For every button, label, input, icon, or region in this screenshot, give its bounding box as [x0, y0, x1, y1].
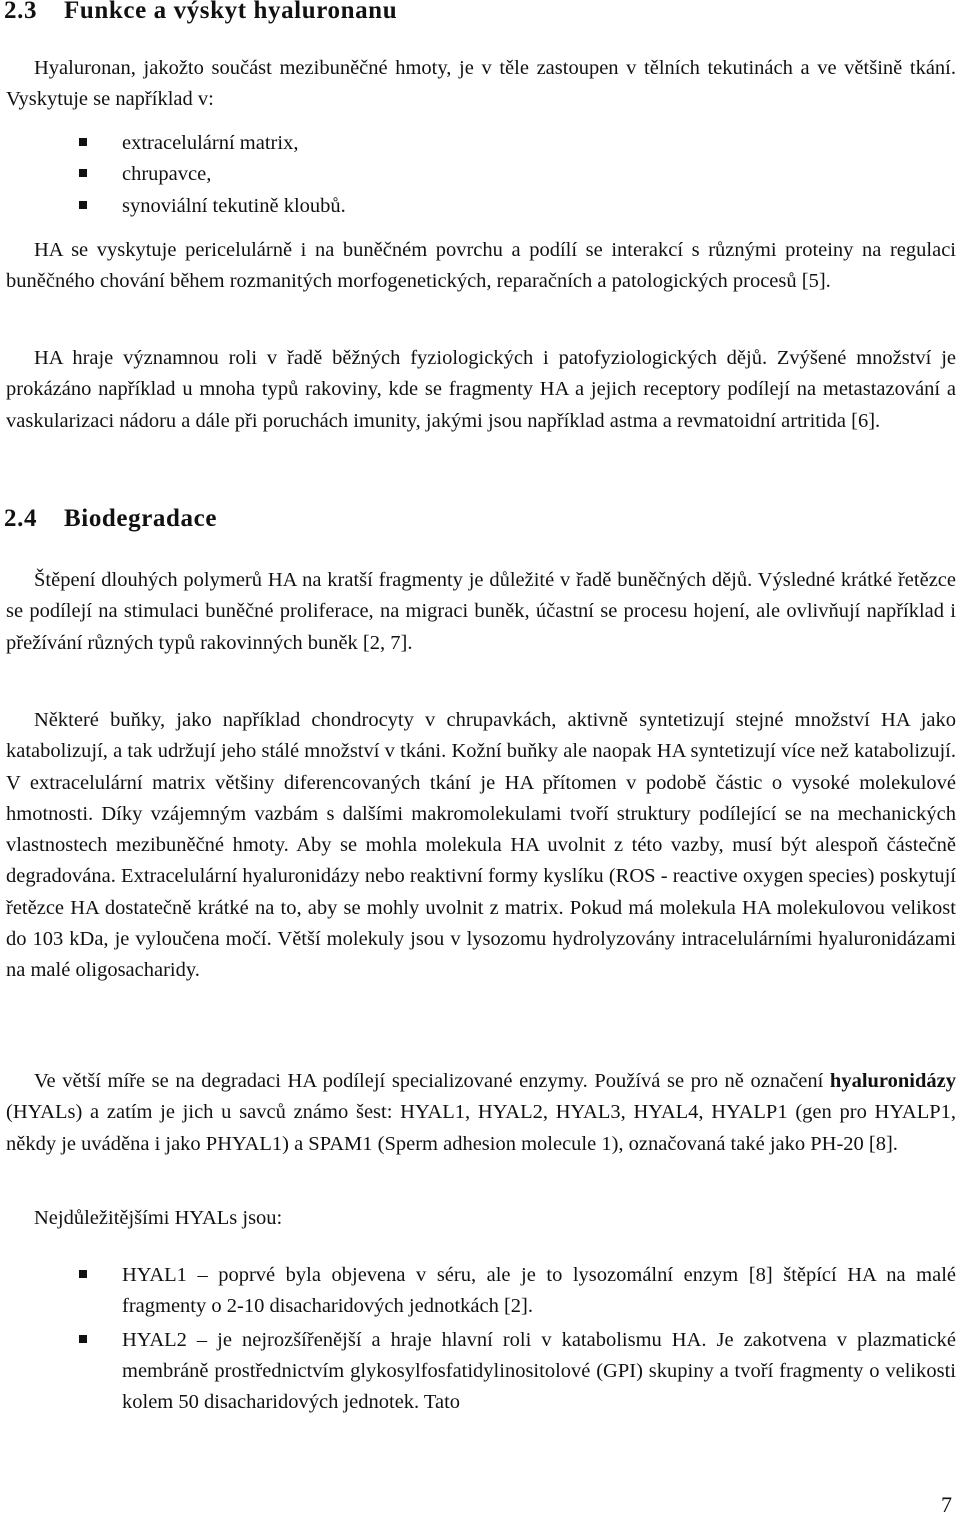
occurrence-list	[0, 128, 960, 222]
page-number: 7	[941, 1492, 952, 1517]
term-hyaluronidazy: hyaluronidázy	[829, 1070, 956, 1092]
section-number: 2.3	[4, 0, 38, 24]
list-item: chrupavce,	[0, 159, 960, 190]
list-item: HYAL1 – poprvé byla objevena v séru, ale je to lysozomální enzym [8] štěpící HA na malé fragmenty o 2-10 disacharidových jednotkách [2].	[0, 1260, 956, 1323]
section-title: Funkce a výskyt hyaluronanu	[64, 0, 398, 24]
list-item: extracelulární matrix,	[0, 128, 960, 159]
paragraph-enzymes: Ve větší míře se na degradaci HA podílejí specializované enzymy. Používá se pro ně označení hyaluronidázy (HYALs) a zatím je jich u savců známo šest: HYAL1, HYAL2, HYAL3, HYAL4, HYALP1 (gen pro HYALP1, někdy je uváděna i jako PHYAL1) a SPAM1 (Sperm adhesion molecule 1), označovaná také jako PH-20 [8].	[6, 1070, 956, 1155]
list-item: synoviální tekutině kloubů.	[0, 191, 960, 222]
paragraph-pericellular: HA se vyskytuje pericelulárně i na buněčném povrchu a podílí se interakcí s různými proteiny na regulaci buněčného chování během rozmanitých morfogenetických, reparačních a patologických procesů [5].	[6, 239, 956, 293]
section-number: 2.4	[4, 505, 38, 532]
bullet-square-icon	[79, 1335, 87, 1343]
hyal-list	[0, 1260, 960, 1418]
paragraph-fragmentation: Štěpení dlouhých polymerů HA na kratší fragmenty je důležité v řadě buněčných dějů. Výsledné krátké řetězce se podílejí na stimulaci buněčné proliferace, na migraci buněk, účastní se procesu hojení, ale ovlivňují například i přežívání různých typů rakovinných buněk [2, 7].	[6, 569, 956, 654]
section-heading-2-4	[4, 505, 217, 533]
bullet-square-icon	[79, 138, 87, 146]
section-heading-2-3	[4, 0, 397, 25]
list-item: HYAL2 – je nejrozšířenější a hraje hlavní roli v katabolismu HA. Je zakotvena v plazmatické membráně prostřednictvím glykosylfosfatidylinositolové (GPI) skupiny a tvoří fragmenty o velikosti kolem 50 disacharidových jednotek. Tato	[0, 1325, 956, 1419]
section-title: Biodegradace	[64, 505, 218, 532]
bullet-square-icon	[79, 1270, 87, 1278]
bullet-square-icon	[79, 169, 87, 177]
paragraph-physiology: HA hraje významnou roli v řadě běžných fyziologických i patofyziologických dějů. Zvýšené množství je prokázáno například u mnoha typů rakoviny, kde se fragmenty HA a jejich receptory podílejí na metastazování a vaskularizaci nádoru a dále při poruchách imunity, jakými jsou například astma a revmatoidní artritida [6].	[6, 347, 956, 432]
paragraph-most-important: Nejdůležitějšími HYALs jsou:	[34, 1207, 283, 1229]
paragraph-degradation: Některé buňky, jako například chondrocyty v chrupavkách, aktivně syntetizují stejné množství HA jako katabolizují, a tak udržují jeho stálé množství v tkáni. Kožní buňky ale naopak HA syntetizují více než katabolizují. V extracelulární matrix většiny diferencovaných tkání je HA přítomen v podobě částic o vysoké molekulové hmotnosti. Díky vzájemným vazbám s dalšími makromolekulami tvoří struktury podílející se na mechanických vlastnostech mezibuněčné hmoty. Aby se mohla molekula HA uvolnit z této vazby, musí být alespoň částečně degradována. Extracelulární hyaluronidázy nebo reaktivní formy kyslíku (ROS - reactive oxygen species) poskytují řetězce HA dostatečně krátké na to, aby se mohly uvolnit z matrix. Pokud má molekula HA molekulovou velikost do 103 kDa, je vyloučena močí. Větší molekuly jsou v lysozomu hydrolyzovány intracelulárními hyaluronidázami na malé oligosacharidy.	[6, 709, 956, 982]
bullet-square-icon	[79, 201, 87, 209]
paragraph-intro: Hyaluronan, jakožto součást mezibuněčné hmoty, je v těle zastoupen v tělních tekutinách a ve většině tkání. Vyskytuje se například v:	[6, 57, 956, 111]
